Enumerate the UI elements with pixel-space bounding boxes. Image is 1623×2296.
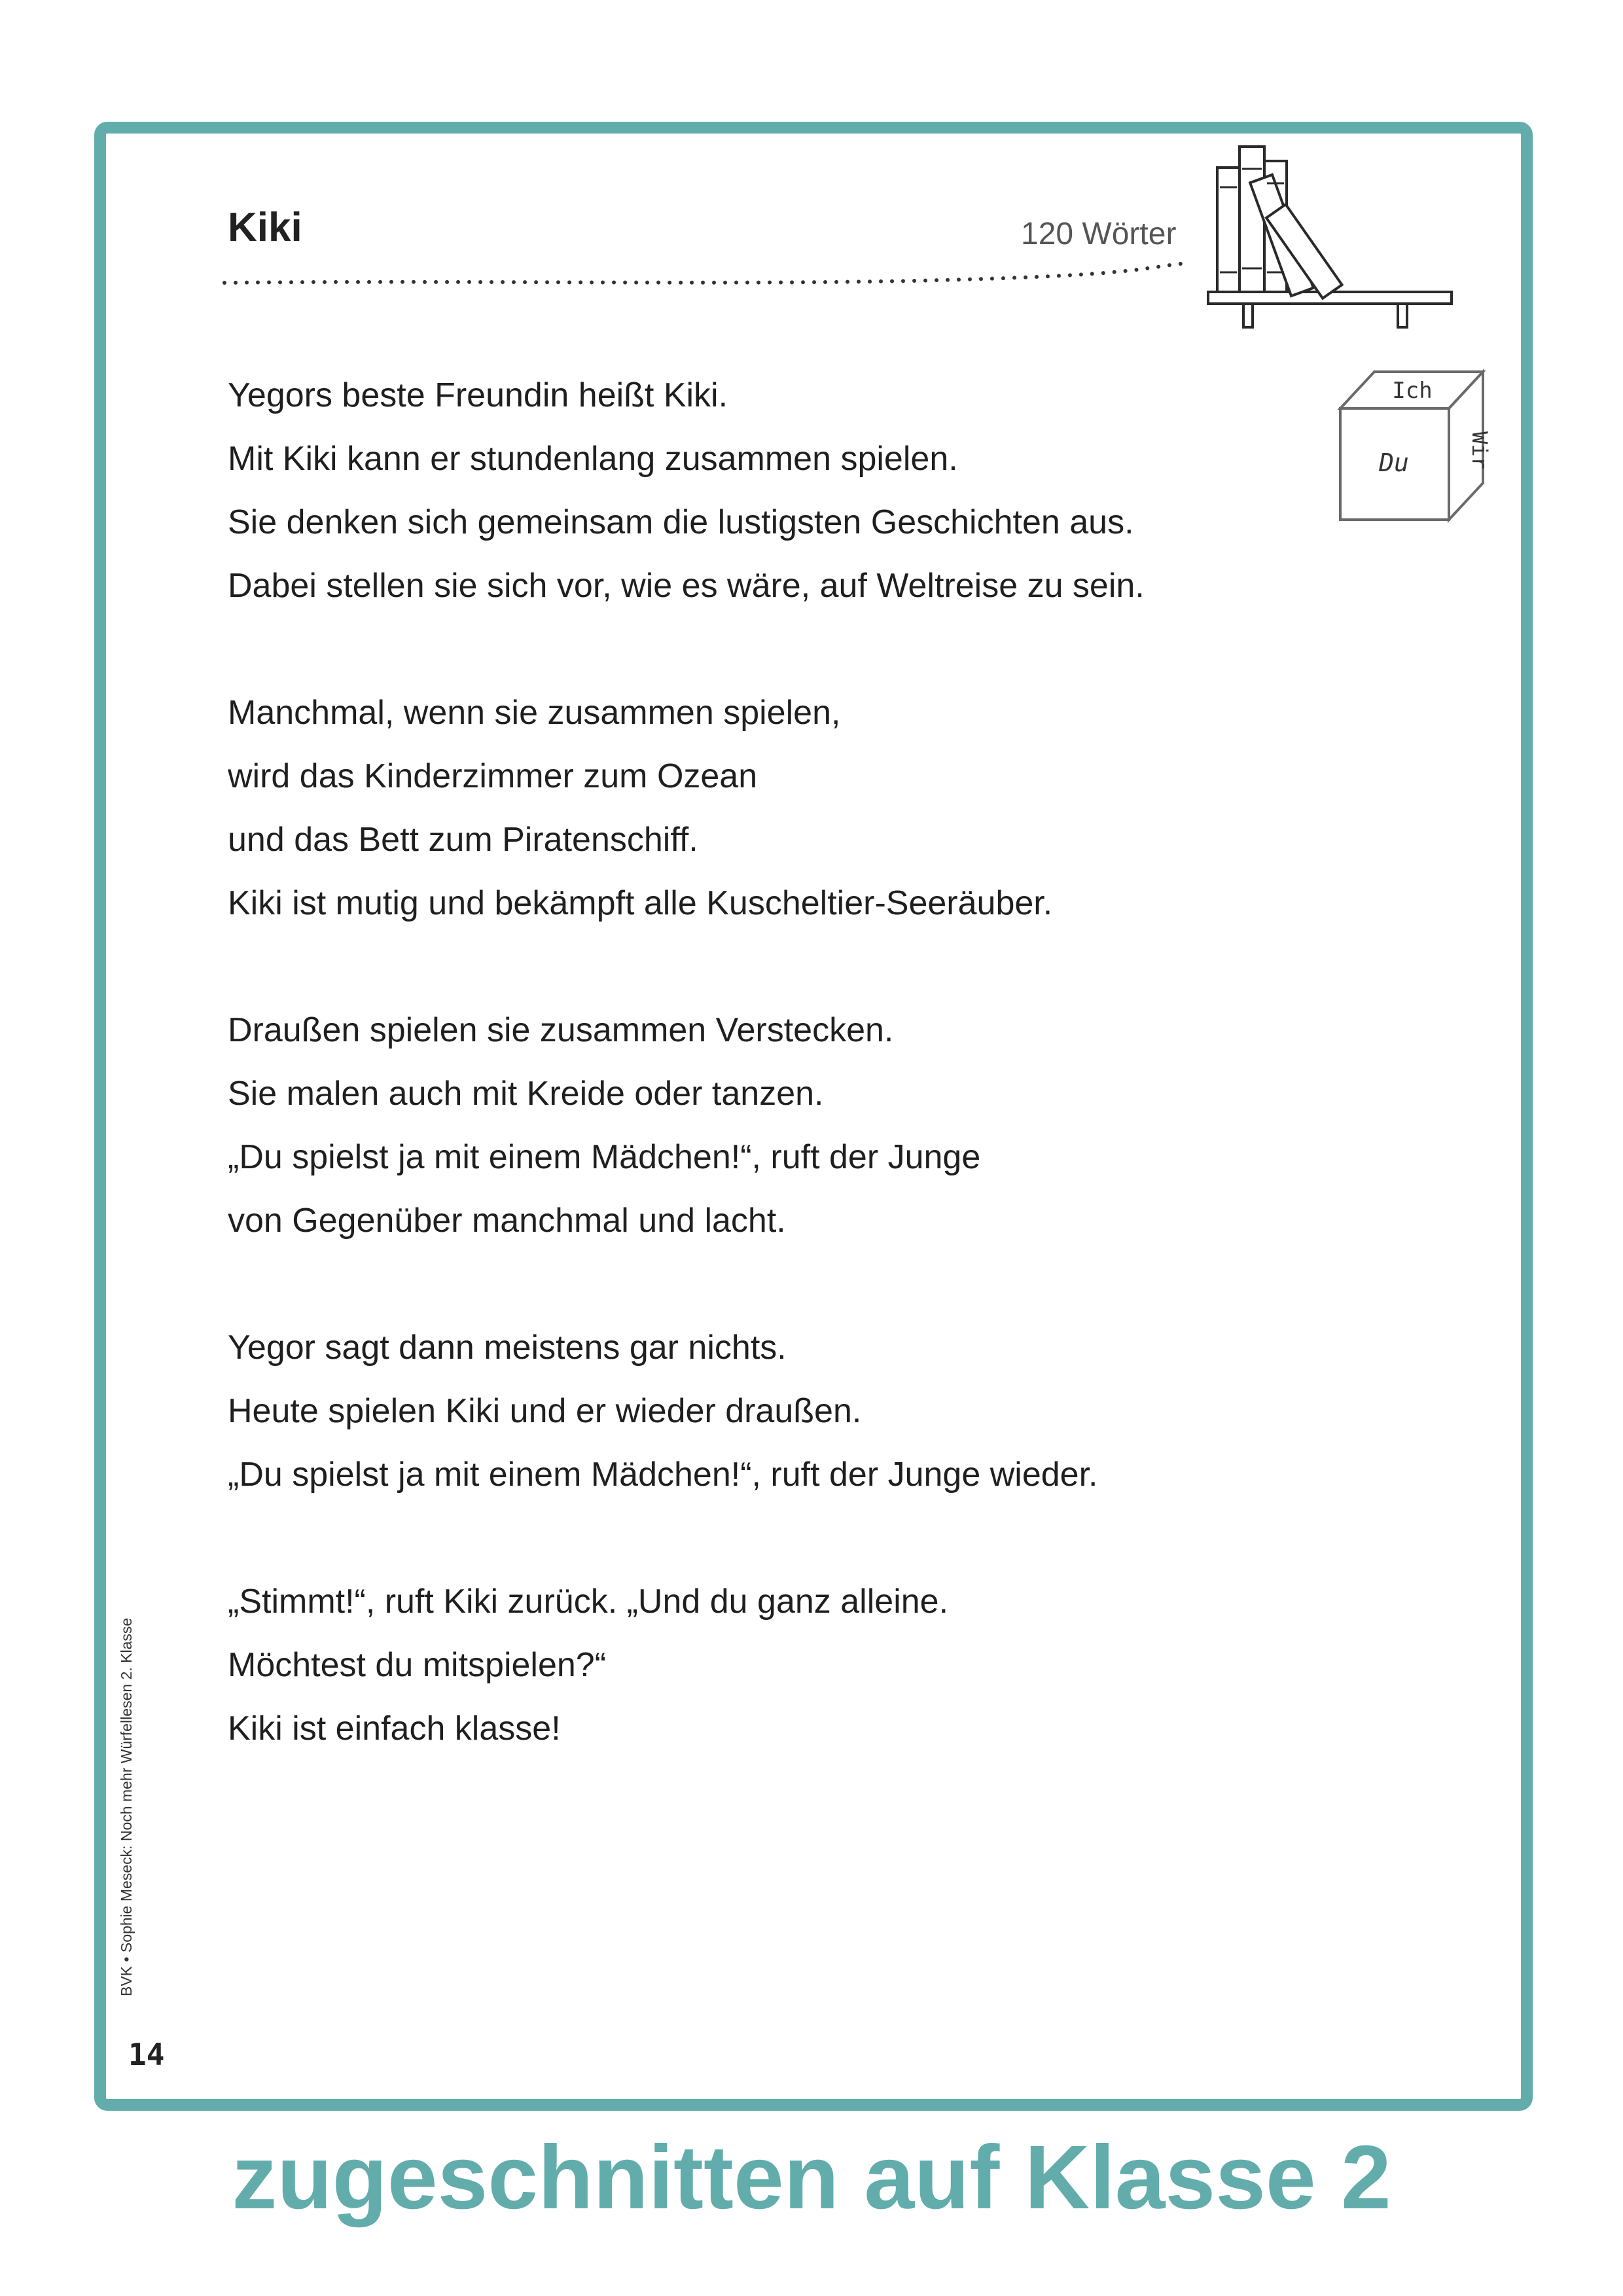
text-line: Möchtest du mitspielen?“ — [228, 1646, 607, 1684]
dotted-divider — [221, 257, 1190, 289]
text-line: Yegors beste Freundin heißt Kiki. — [228, 376, 728, 414]
text-line: wird das Kinderzimmer zum Ozean — [228, 757, 758, 795]
page-number: 14 — [128, 2037, 165, 2072]
text-line: Sie denken sich gemeinsam die lustigsten Geschichten aus. — [228, 503, 1134, 541]
bookshelf-icon — [1204, 137, 1466, 340]
word-count: 120 Wörter — [1021, 217, 1177, 251]
dice-face-side: Wir — [1467, 431, 1492, 469]
text-line: Yegor sagt dann meistens gar nichts. — [228, 1329, 787, 1367]
paragraph-1 — [228, 364, 1314, 618]
story-text — [228, 364, 1314, 1824]
text-line: Sie malen auch mit Kreide oder tanzen. — [228, 1075, 824, 1113]
grade-banner: zugeschnitten auf Klasse 2 — [232, 2127, 1391, 2228]
page-title: Kiki — [228, 205, 302, 250]
text-line: Mit Kiki kann er stundenlang zusammen spielen. — [228, 440, 958, 478]
text-line: Kiki ist mutig und bekämpft alle Kuscheltier-Seeräuber. — [228, 884, 1053, 922]
text-line: Draußen spielen sie zusammen Verstecken. — [228, 1011, 894, 1049]
text-line: „Du spielst ja mit einem Mädchen!“, ruft der Junge wieder. — [228, 1456, 1098, 1494]
text-line: Dabei stellen sie sich vor, wie es wäre, auf Weltreise zu sein. — [228, 567, 1145, 605]
text-line: Manchmal, wenn sie zusammen spielen, — [228, 694, 841, 732]
publisher-credit: BVK • Sophie Meseck: Noch mehr Würfellesen 2. Klasse — [118, 1617, 135, 1996]
dice-icon — [1335, 367, 1492, 524]
text-line: „Du spielst ja mit einem Mädchen!“, ruft der Junge — [228, 1138, 981, 1176]
dice-face-front: Du — [1379, 448, 1409, 477]
text-line: Heute spielen Kiki und er wieder draußen. — [228, 1392, 862, 1430]
text-line: und das Bett zum Piratenschiff. — [228, 821, 698, 859]
text-line: „Stimmt!“, ruft Kiki zurück. „Und du ganz alleine. — [228, 1583, 949, 1621]
paragraph-3 — [228, 999, 1314, 1253]
paragraph-4 — [228, 1316, 1314, 1507]
text-line: von Gegenüber manchmal und lacht. — [228, 1202, 786, 1240]
paragraph-2 — [228, 681, 1314, 935]
paragraph-5 — [228, 1570, 1314, 1761]
text-line: Kiki ist einfach klasse! — [228, 1710, 561, 1748]
dice-face-top: Ich — [1392, 378, 1433, 404]
